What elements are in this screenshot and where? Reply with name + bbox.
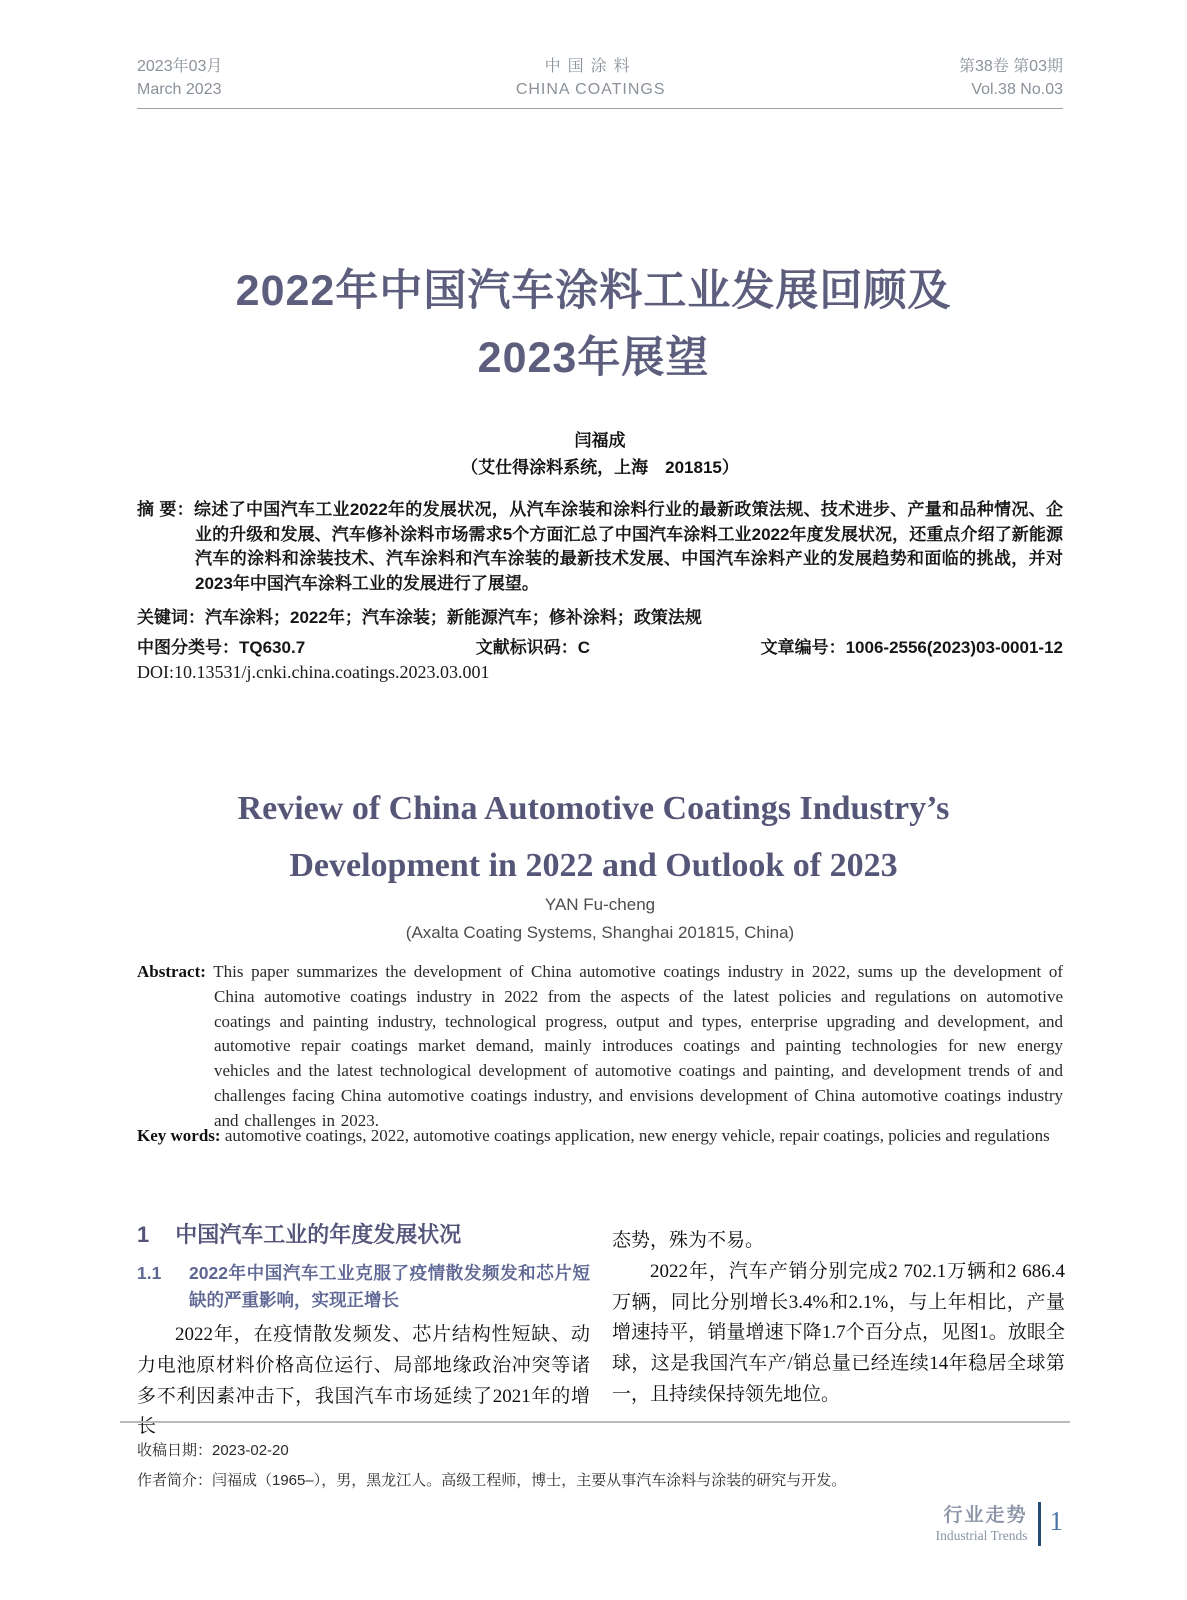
article-title-cn [80, 258, 1107, 392]
author-name-cn: 闫福成 [574, 431, 626, 450]
body-column-left [137, 1216, 590, 1443]
issue-date-en: March 2023 [137, 81, 222, 98]
section-1-title: 中国汽车工业的年度发展状况 [175, 1222, 462, 1247]
header-volume-issue [959, 55, 1063, 101]
footnote-divider [120, 1421, 1070, 1423]
article-title-en-line2: Development in 2022 and Outlook of 2023 [289, 847, 898, 884]
page-footer [936, 1502, 1063, 1546]
header-journal-name [516, 55, 666, 101]
issue-date-cn: 2023年03月 [137, 58, 223, 75]
abstract-en-text: This paper summarizes the development of China automotive coatings industry in 2022, sums up the development of China automotive coatings industry in 2022 from the aspects of the latest policies and regulations on automotive coatings and painting industry, technological progress, output and types, enterprise upgrading and development, and automotive repair coatings market demand, mainly introduces coatings and painting technologies for new energy vehicles and the latest technological development of automotive coatings and painting, and development trends of and challenges facing China automotive coatings industry, and envisions development of China automotive coatings industry and challenges in 2023. [213, 962, 1063, 1130]
section-1-number: 1 [137, 1222, 150, 1247]
author-name-en: YAN Fu-cheng [544, 895, 656, 914]
keywords-en [137, 1126, 1063, 1146]
volume-issue-en: Vol.38 No.03 [971, 81, 1063, 98]
page-number: 1 [1049, 1505, 1063, 1536]
footnote [137, 1436, 1063, 1496]
header-divider [137, 108, 1063, 109]
footer-column-en: Industrial Trends [935, 1527, 1028, 1543]
section-1-1-number: 1.1 [137, 1263, 162, 1283]
footer-column-label [936, 1505, 1028, 1544]
article-title-cn-line2: 2023年展望 [477, 334, 710, 382]
body-paragraph-right-1: 态势，殊为不易。 [612, 1230, 765, 1251]
section-1-heading [137, 1220, 590, 1250]
article-id: 文章编号：1006-2556(2023)03-0001-12 [760, 638, 1063, 657]
volume-issue-cn: 第38卷 第03期 [958, 58, 1063, 75]
footer-column-cn: 行业走势 [943, 1504, 1028, 1526]
journal-header [137, 55, 1063, 101]
footer-divider-bar [1038, 1502, 1041, 1546]
article-title-cn-line1: 2022年中国汽车涂料工业发展回顾及 [235, 267, 952, 315]
section-1-1-title: 2022年中国汽车工业克服了疫情散发频发和芯片短缺的严重影响，实现正增长 [189, 1263, 590, 1310]
keywords-cn-label: 关键词： [137, 608, 205, 627]
abstract-cn-text: 综述了中国汽车工业2022年的发展状况，从汽车涂装和涂料行业的最新政策法规、技术进步、产量和品种情况、企业的升级和发展、汽车修补涂料市场需求5个方面汇总了中国汽车涂料工业2022年度发展状况，还重点介绍了新能源汽车的涂料和涂装技术、汽车涂料和汽车涂装的最新技术发展、中国汽车涂料产业的发展趋势和面临的挑战，并对2023年中国汽车涂料工业的发展进行了展望。 [194, 500, 1063, 593]
keywords-cn-text: 汽车涂料；2022年；汽车涂装；新能源汽车；修补涂料；政策法规 [205, 608, 702, 627]
body-paragraph-left: 2022年，在疫情散发频发、芯片结构性短缺、动力电池原材料价格高位运行、局部地缘政治冲突等诸多不利因素冲击下，我国汽车市场延续了2021年的增长 [137, 1324, 590, 1438]
article-title-en-line1: Review of China Automotive Coatings Industry’s [237, 790, 950, 827]
abstract-cn-label: 摘 要： [137, 500, 194, 519]
abstract-cn [137, 498, 1063, 596]
body-column-right [612, 1216, 1065, 1443]
clc-number: 中图分类号：TQ630.7 [137, 638, 306, 657]
section-1-1-heading [137, 1260, 590, 1314]
keywords-cn [137, 603, 1063, 628]
author-affiliation-en: (Axalta Coating Systems, Shanghai 201815, China) [405, 923, 795, 942]
header-issue-date [137, 55, 222, 101]
abstract-en [137, 960, 1063, 1134]
doi: DOI:10.13531/j.cnki.china.coatings.2023.03.001 [137, 662, 490, 682]
journal-name-en: CHINA COATINGS [515, 81, 666, 98]
journal-name-cn: 中国涂料 [544, 58, 637, 75]
author-affiliation-cn: （艾仕得涂料系统，上海 201815） [461, 458, 739, 477]
keywords-en-label: Key words: [137, 1126, 221, 1145]
body-columns [137, 1216, 1065, 1443]
author-bio: 作者简介：闫福成（1965–），男，黑龙江人。高级工程师，博士，主要从事汽车涂料与涂装的研究与开发。 [137, 1472, 847, 1489]
keywords-en-text: automotive coatings, 2022, automotive coatings application, new energy vehicle, repair coatings, policies and regulations [224, 1126, 1050, 1145]
abstract-en-label: Abstract: [137, 962, 206, 981]
article-title-en [80, 780, 1107, 894]
document-code: 文献标识码：C [475, 638, 591, 657]
body-paragraph-right-2: 2022年，汽车产销分别完成2 702.1万辆和2 686.4万辆，同比分别增长3.4%和2.1%，与上年相比，产量增速持平，销量增速下降1.7个百分点，见图1。放眼全球，这是我国汽车产/销总量已经连续14年稳居全球第一，且持续保持领先地位。 [612, 1260, 1065, 1405]
received-date: 收稿日期：2023-02-20 [137, 1442, 289, 1459]
classification-row [137, 633, 1063, 658]
